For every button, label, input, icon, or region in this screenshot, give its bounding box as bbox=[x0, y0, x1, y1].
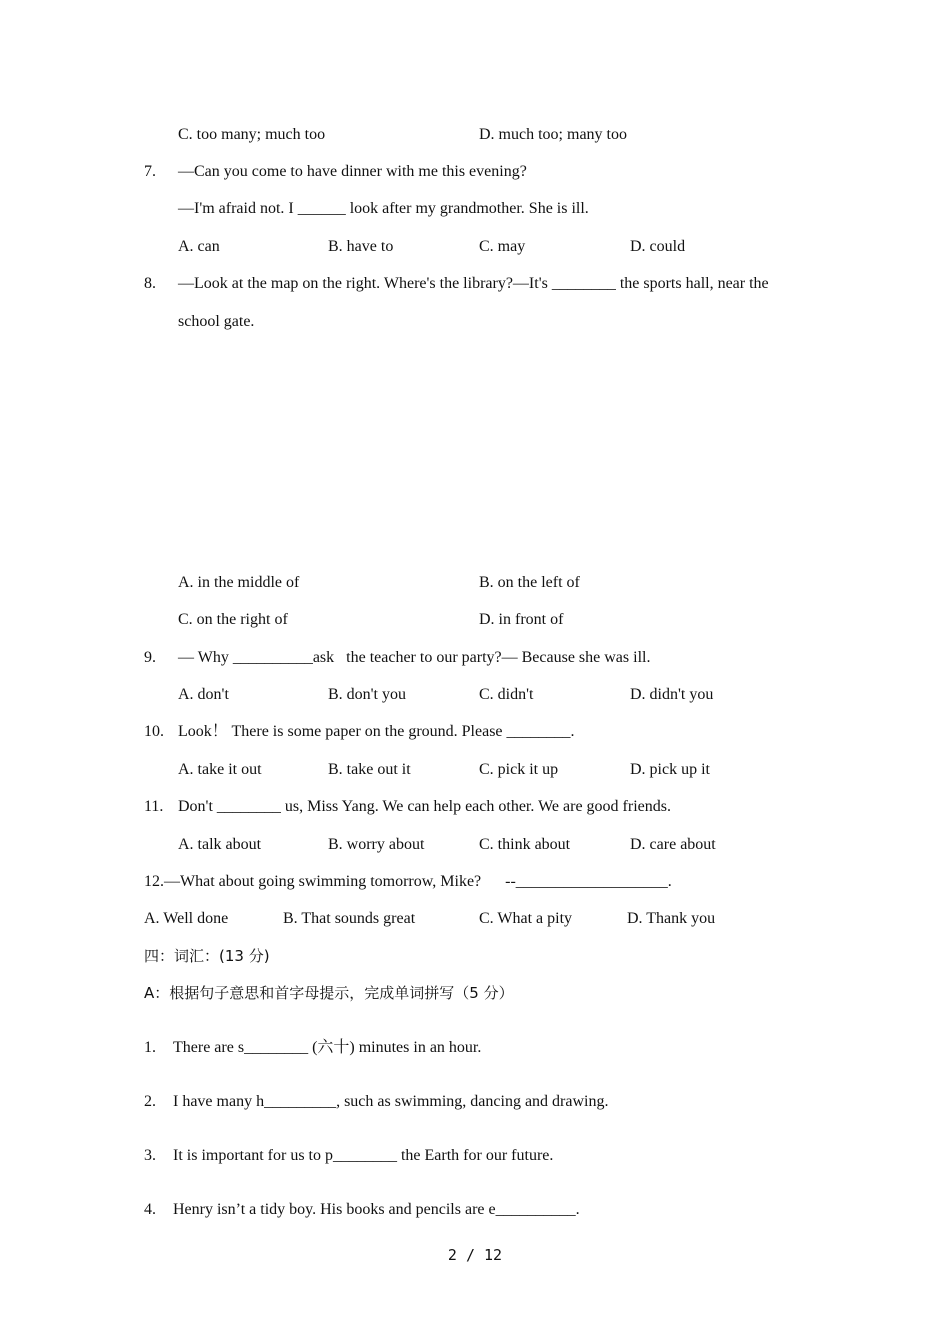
q7-stem-line2: —I'm afraid not. I ______ look after my grandmother. She is ill. bbox=[178, 200, 589, 217]
q8-number: 8. bbox=[144, 275, 156, 292]
vocab-item-number: 4. bbox=[144, 1201, 156, 1218]
q10-option-c: C. pick it up bbox=[479, 761, 559, 778]
q7-stem-line1: —Can you come to have dinner with me this evening? bbox=[178, 163, 527, 180]
q12-option-c: C. What a pity bbox=[479, 910, 573, 927]
q11-option-b: B. worry about bbox=[328, 836, 425, 853]
q10-option-b: B. take out it bbox=[328, 761, 411, 778]
q11-stem: Don't ________ us, Miss Yang. We can help each other. We are good friends. bbox=[178, 798, 671, 815]
q9-option-c: C. didn't bbox=[479, 686, 534, 703]
page-number: 2 / 12 bbox=[447, 1246, 503, 1264]
q11-option-a: A. talk about bbox=[178, 836, 262, 853]
vocab-item-text: It is important for us to p________ the Earth for our future. bbox=[173, 1147, 554, 1164]
q10-stem: Look！ There is some paper on the ground. Please ________. bbox=[178, 723, 575, 740]
section-4-part-a-instructions: A：根据句子意思和首字母提示，完成单词拼写（5 分） bbox=[144, 984, 514, 1002]
q7-option-d: D. could bbox=[630, 238, 686, 255]
q8-stem-line1: —Look at the map on the right. Where's the library?—It's ________ the sports hall, near the bbox=[178, 275, 769, 292]
q9-number: 9. bbox=[144, 649, 156, 666]
q7-option-a: A. can bbox=[178, 238, 220, 255]
q8-option-b: B. on the left of bbox=[479, 574, 580, 591]
q7-option-c: C. may bbox=[479, 238, 526, 255]
vocab-item-number: 2. bbox=[144, 1093, 156, 1110]
q11-number: 11. bbox=[144, 798, 164, 815]
q12-option-d: D. Thank you bbox=[627, 910, 716, 927]
q8-stem-line2: school gate. bbox=[178, 313, 255, 330]
q9-option-a: A. don't bbox=[178, 686, 229, 703]
q9-stem: — Why __________ask the teacher to our party?— Because she was ill. bbox=[178, 649, 651, 666]
q9-option-b: B. don't you bbox=[328, 686, 406, 703]
q12-option-a: A. Well done bbox=[144, 910, 229, 927]
q8-option-c: C. on the right of bbox=[178, 611, 288, 628]
q6-option-d: D. much too; many too bbox=[479, 126, 627, 143]
vocab-item-text: There are s________ (六十) minutes in an hour. bbox=[173, 1039, 482, 1056]
q10-option-a: A. take it out bbox=[178, 761, 262, 778]
vocab-item-text: Henry isn’t a tidy boy. His books and pencils are e__________. bbox=[173, 1201, 580, 1218]
q11-option-c: C. think about bbox=[479, 836, 571, 853]
q12-option-b: B. That sounds great bbox=[283, 910, 416, 927]
q9-option-d: D. didn't you bbox=[630, 686, 714, 703]
q10-number: 10. bbox=[144, 723, 164, 740]
q7-option-b: B. have to bbox=[328, 238, 394, 255]
q6-option-c: C. too many; much too bbox=[178, 126, 326, 143]
q7-number: 7. bbox=[144, 163, 156, 180]
q8-option-a: A. in the middle of bbox=[178, 574, 300, 591]
q10-option-d: D. pick up it bbox=[630, 761, 710, 778]
q12-stem: 12.—What about going swimming tomorrow, Mike? --___________________. bbox=[144, 873, 672, 890]
vocab-item-number: 3. bbox=[144, 1147, 156, 1164]
vocab-item-number: 1. bbox=[144, 1039, 156, 1056]
section-4-heading: 四：词汇：(13 分) bbox=[144, 947, 270, 965]
q11-option-d: D. care about bbox=[630, 836, 716, 853]
vocab-item-text: I have many h_________, such as swimming, dancing and drawing. bbox=[173, 1093, 609, 1110]
q8-option-d: D. in front of bbox=[479, 611, 564, 628]
